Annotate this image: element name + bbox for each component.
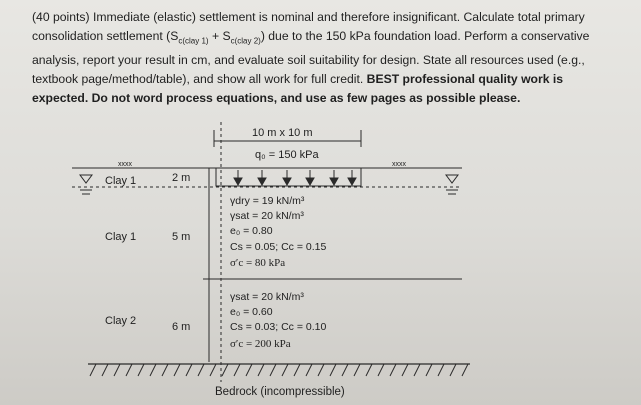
layer-1-label: Clay 1 [105,175,137,187]
clay2-void-ratio: e₀ = 0.60 [230,306,273,318]
problem-text-3: ) due to the 150 kPa foundation load. Perform a conservative analysis, report your result in cm, and evaluate soil suitability for design. State all resources used (e.g., textbook page/method/table), and show all work for full credit. [32,29,590,87]
bedrock-label: Bedrock (incompressible) [215,386,345,398]
layer-2-label: Clay 1 [105,231,137,243]
clay1-gamma-dry: γdry = 19 kN/m³ [230,195,305,207]
problem-text-2: + S [208,29,231,44]
water-table-symbol-right [446,175,458,194]
bedrock-hatching [90,364,468,376]
problem-bold-text: BEST professional quality work is expected. Do not word process equations, and use as few pages as possible please. [32,72,564,106]
layer-1-thickness: 2 m [172,172,191,184]
layer-2-thickness: 5 m [172,231,191,243]
clay1-preconsolidation: σ′c = 80 kPa [230,257,286,269]
ground-hatch-right: xxxx [392,161,406,168]
clay1-void-ratio: e₀ = 0.80 [230,225,273,237]
clay2-gamma-sat: γsat = 20 kN/m³ [230,291,304,303]
clay2-preconsolidation: σ′c = 200 kPa [230,338,291,350]
problem-text-1: (40 points) Immediate (elastic) settlement is nominal and therefore insignificant. Calculate total primary consolidation settlement (S [32,10,585,44]
load-arrows [234,170,356,185]
subscript-clay1: c(clay 1) [178,36,209,46]
layer-3-label: Clay 2 [105,315,137,327]
ground-hatch-left: xxxx [118,161,132,168]
subscript-clay2: c(clay 2) [230,36,261,46]
clay1-compression-indices: Cs = 0.05; Cc = 0.15 [230,241,327,253]
clay2-compression-indices: Cs = 0.03; Cc = 0.10 [230,321,327,333]
clay1-gamma-sat: γsat = 20 kN/m³ [230,210,304,222]
water-table-symbol-left [80,175,92,194]
load-label: q₀ = 150 kPa [255,149,319,161]
layer-3-thickness: 6 m [172,321,191,333]
foundation-size-label: 10 m x 10 m [252,127,313,139]
